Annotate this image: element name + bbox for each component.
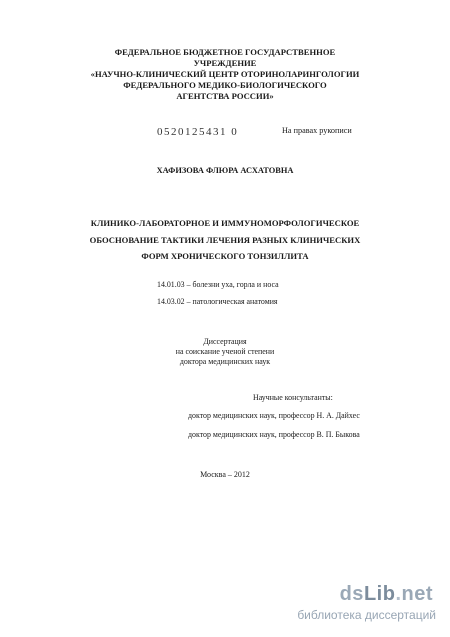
logo-part: net bbox=[401, 583, 433, 605]
degree-line: на соискание ученой степени bbox=[175, 347, 275, 357]
degree-line: Диссертация bbox=[203, 337, 247, 346]
degree-line: доктора медицинских наук bbox=[179, 357, 271, 367]
title-line: КЛИНИКО-ЛАБОРАТОРНОЕ И ИММУНОМОРФОЛОГИЧЕСКОЕ bbox=[90, 218, 360, 228]
rights-note: На правах рукописи bbox=[282, 126, 352, 135]
consultants-header: Научные консультанты: bbox=[253, 393, 333, 402]
city-year: Москва – 2012 bbox=[200, 470, 250, 479]
dissertation-title bbox=[0, 215, 450, 265]
title-line: ФОРМ ХРОНИЧЕСКОГО ТОНЗИЛЛИТА bbox=[141, 251, 309, 261]
dslib-logo bbox=[340, 583, 433, 606]
dslib-watermark[interactable] bbox=[288, 583, 443, 633]
logo-part: Lib bbox=[363, 583, 396, 605]
consultant-line: доктор медицинских наук, профессор Н. А. Дайхес bbox=[188, 411, 360, 420]
dissertation-degree-block bbox=[0, 337, 450, 368]
organization-block bbox=[0, 47, 450, 102]
specialty-line: 14.01.03 – болезни уха, горла и носа bbox=[157, 280, 279, 289]
organization-line: АГЕНТСТВА РОССИИ» bbox=[176, 91, 274, 102]
consultant-line: доктор медицинских наук, профессор В. П. Быкова bbox=[188, 430, 360, 439]
registry-code: 0520125431 0 bbox=[157, 126, 239, 138]
organization-line: ФЕДЕРАЛЬНОЕ БЮДЖЕТНОЕ ГОСУДАРСТВЕННОЕ bbox=[114, 47, 336, 57]
organization-line: «НАУЧНО-КЛИНИЧЕСКИЙ ЦЕНТР ОТОРИНОЛАРИНГОЛОГИИ bbox=[90, 69, 360, 80]
title-line: ОБОСНОВАНИЕ ТАКТИКИ ЛЕЧЕНИЯ РАЗНЫХ КЛИНИЧЕСКИХ bbox=[89, 234, 361, 245]
organization-line: ФЕДЕРАЛЬНОГО МЕДИКО-БИОЛОГИЧЕСКОГО bbox=[123, 80, 327, 91]
logo-part: ds bbox=[339, 583, 364, 605]
dslib-subtitle: библиотека диссертаций bbox=[297, 608, 436, 622]
specialty-line: 14.03.02 – патологическая анатомия bbox=[157, 297, 278, 306]
logo-part: . bbox=[395, 583, 402, 605]
author-name: ХАФИЗОВА ФЛЮРА АСХАТОВНА bbox=[156, 166, 294, 175]
organization-line: УЧРЕЖДЕНИЕ bbox=[193, 58, 257, 69]
